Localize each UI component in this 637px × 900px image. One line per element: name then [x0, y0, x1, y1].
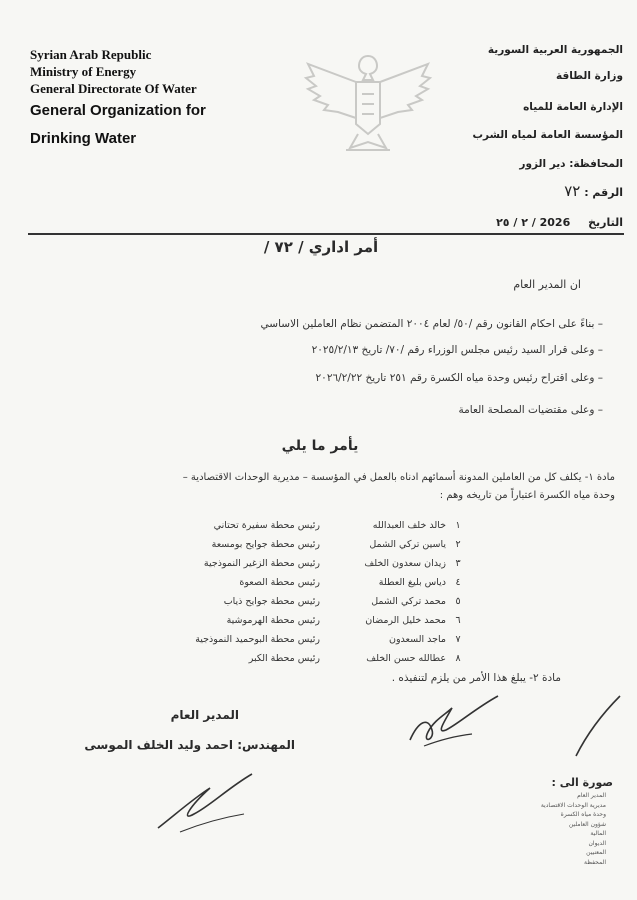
number-value: ٧٢	[564, 182, 581, 200]
employee-row	[180, 592, 470, 611]
header-english-block	[30, 46, 197, 97]
employee-num: ٧	[455, 634, 461, 645]
article1-line1: مادة ١- يكلف كل من العاملين المدونة أسمائهم ادناه بالعمل في المؤسسة – مديرية الوحدات الاقتصادية –	[182, 472, 615, 483]
employee-num: ٦	[455, 615, 461, 626]
employee-role: رئيس محطة الهرموشية	[226, 615, 320, 626]
cc-item: الديوان	[588, 839, 606, 847]
intro-line: ان المدير العام	[513, 278, 581, 291]
employee-role: رئيس محطة جوايح بومسعة	[211, 539, 320, 550]
header-ar-line2: وزارة الطاقة	[555, 70, 623, 82]
employee-name: ماجد السعدون	[388, 634, 446, 645]
cc-item: وحدة مياه الكسرة	[560, 811, 606, 818]
employee-row	[180, 516, 470, 535]
header-en-line5: Drinking Water	[30, 130, 137, 147]
employee-name: عطالله حسن الخلف	[366, 653, 446, 664]
header-ar-line1: الجمهورية العربية السورية	[487, 44, 623, 56]
employee-row	[180, 535, 470, 554]
cc-item: المدير العام	[577, 792, 606, 799]
employee-row	[180, 630, 470, 649]
header-en-line4: General Organization for	[30, 102, 206, 119]
order-title: أمر اداري / ٧٢ /	[263, 238, 379, 256]
employee-num: ٨	[455, 653, 461, 664]
employee-row	[180, 573, 470, 592]
date-field	[496, 216, 623, 229]
cc-item: شؤون العاملين	[568, 820, 606, 828]
eagle-emblem-icon	[296, 46, 440, 164]
header-ar-line3: الإدارة العامة للمياه	[523, 101, 623, 113]
employee-row	[180, 649, 470, 668]
signature-title: المدير العام	[170, 708, 239, 722]
article1-line2: وحدة مياه الكسرة اعتباراً من تاريخه وهم :	[439, 490, 615, 501]
number-field	[564, 182, 623, 200]
date-value: 2026 / ٢ / ٢٥	[496, 216, 571, 229]
employee-name: زيدان سعدون الخلف	[364, 558, 446, 569]
signature-scribble-2	[570, 692, 630, 762]
cc-item: المحفظة	[583, 858, 606, 866]
header-divider	[28, 233, 624, 235]
order-heading: يأمر ما يلي	[281, 438, 359, 454]
cc-item: مديرية الوحدات الاقتصادية	[540, 801, 606, 809]
employee-name: دياس بليغ العطلة	[378, 577, 446, 588]
employee-num: ٢	[455, 539, 461, 550]
recital-4: – وعلى مقتضيات المصلحة العامة	[458, 404, 603, 416]
article2-line: مادة ٢- يبلغ هذا الأمر من يلزم لتنفيذه .	[391, 672, 561, 684]
employee-role: رئيس محطة الصعوة	[239, 577, 320, 588]
employee-num: ١	[455, 520, 461, 531]
recital-3: – وعلى اقتراح رئيس وحدة مياه الكسرة رقم ٢٥١ تاريخ ٢٠٢٦/٢/٢٢	[315, 372, 603, 384]
header-ar-line4: المؤسسة العامة لمياه الشرب	[472, 129, 623, 141]
cc-item: المالية	[590, 830, 606, 837]
employee-name: خالد خلف العبدالله	[372, 520, 446, 531]
employee-name: محمد خليل الرمضان	[365, 615, 446, 626]
date-label: التاريخ	[588, 216, 623, 229]
header-ar-line5: المحافظة: دير الزور	[519, 158, 623, 170]
employee-row	[180, 611, 470, 630]
employee-role: رئيس محطة سفيرة تحتاني	[213, 520, 320, 531]
employee-num: ٤	[455, 577, 461, 588]
employee-role: رئيس محطة الزغير النموذجية	[203, 558, 320, 569]
employee-role: رئيس محطة جوايح ذياب	[223, 596, 320, 607]
cc-item: المعنيين	[586, 849, 606, 856]
employee-num: ٣	[455, 558, 461, 569]
employee-list	[180, 516, 470, 668]
number-label: الرقم :	[584, 186, 623, 199]
cc-label: صورة الى :	[551, 776, 613, 789]
signature-scribble-1	[404, 694, 504, 754]
header-en-line2: Ministry of Energy	[30, 64, 137, 79]
recital-1: – بناءً على احكام القانون رقم /٥٠/ لعام ٢٠٠٤ المتضمن نظام العاملين الاساسي	[260, 318, 603, 330]
signature-scribble-3	[150, 768, 260, 838]
employee-row	[180, 554, 470, 573]
cc-list	[494, 792, 606, 868]
signature-name: المهندس: احمد وليد الخلف الموسى	[84, 738, 295, 752]
employee-name: ياسين تركي الشمل	[369, 539, 446, 550]
employee-role: رئيس محطة البوحميد النموذجية	[195, 634, 320, 645]
header-en-line1: Syrian Arab Republic	[30, 47, 152, 62]
employee-name: محمد تركي الشمل	[371, 596, 446, 607]
employee-role: رئيس محطة الكبر	[248, 653, 320, 664]
recital-2: – وعلى قرار السيد رئيس مجلس الوزراء رقم /٧٠/ تاريخ ٢٠٢٥/٢/١٣	[311, 344, 603, 356]
employee-num: ٥	[455, 596, 461, 607]
header-en-line3: General Directorate Of Water	[30, 81, 197, 96]
